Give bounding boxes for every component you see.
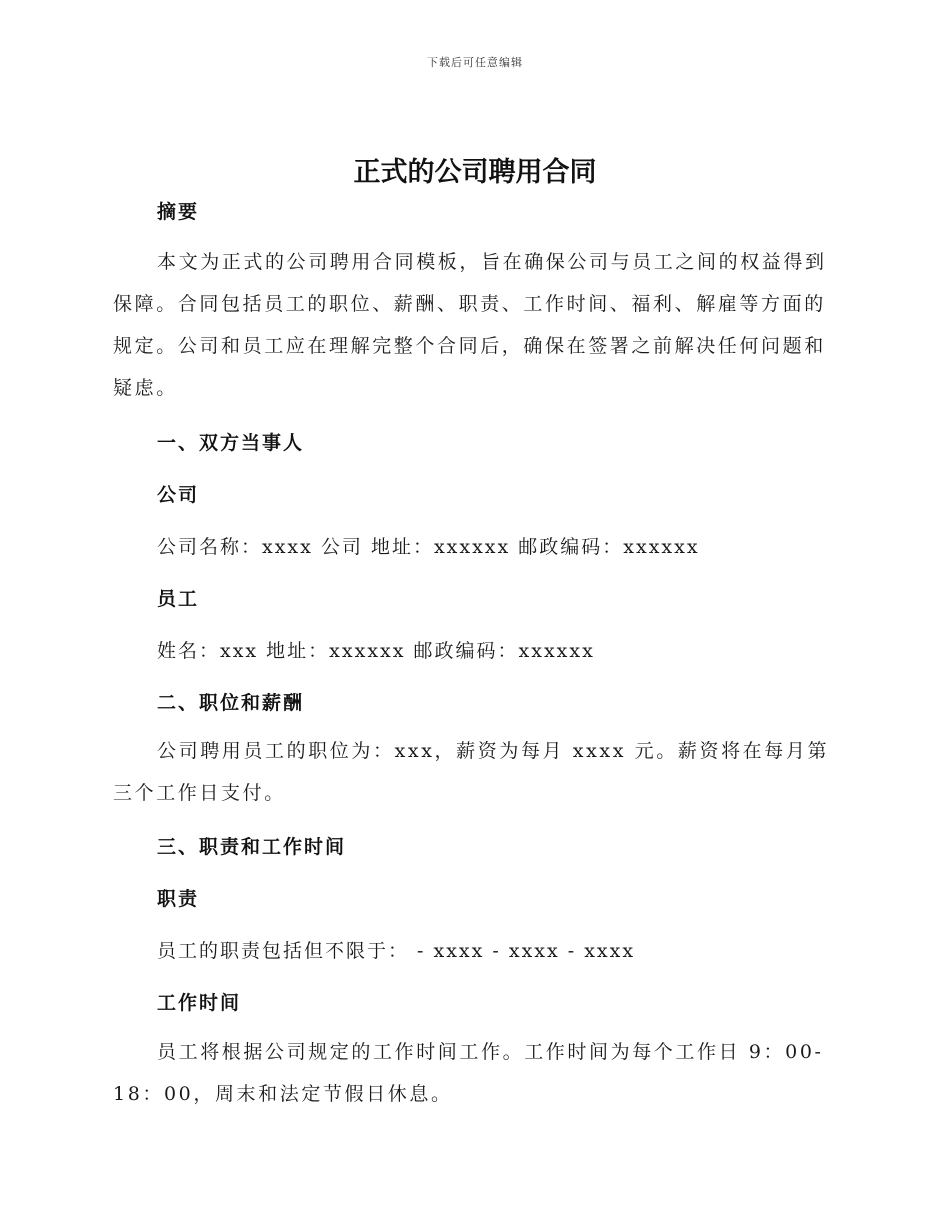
employee-subheading: 员工	[157, 588, 200, 610]
document-title: 正式的公司聘用合同	[353, 157, 597, 188]
work-hours-paragraph: 员工将根据公司规定的工作时间工作。工作时间为每个工作日 9：00-18：00，周末和法定节假日休息。	[113, 1041, 824, 1105]
company-info-line: 公司名称：xxxx 公司 地址：xxxxxx 邮政编码：xxxxxx	[157, 536, 700, 558]
section-2-heading: 二、职位和薪酬	[157, 692, 305, 714]
duties-line: 员工的职责包括但不限于： - xxxx - xxxx - xxxx	[157, 940, 636, 962]
company-subheading: 公司	[157, 484, 200, 506]
abstract-heading: 摘要	[157, 201, 200, 223]
abstract-paragraph: 本文为正式的公司聘用合同模板，旨在确保公司与员工之间的权益得到保障。合同包括员工的职位、薪酬、职责、工作时间、福利、解雇等方面的规定。公司和员工应在理解完整个合同后，确保在签署之前解决任何问题和疑虑。	[113, 251, 827, 399]
duties-subheading: 职责	[157, 888, 200, 910]
work-hours-subheading: 工作时间	[157, 992, 242, 1014]
section-3-heading: 三、职责和工作时间	[157, 836, 347, 858]
salary-paragraph: 公司聘用员工的职位为：xxx，薪资为每月 xxxx 元。薪资将在每月第三个工作日支付。	[113, 740, 830, 804]
section-1-heading: 一、双方当事人	[157, 432, 305, 454]
employee-info-line: 姓名：xxx 地址：xxxxxx 邮政编码：xxxxxx	[157, 640, 595, 662]
page-header-note: 下载后可任意编辑	[427, 56, 523, 69]
